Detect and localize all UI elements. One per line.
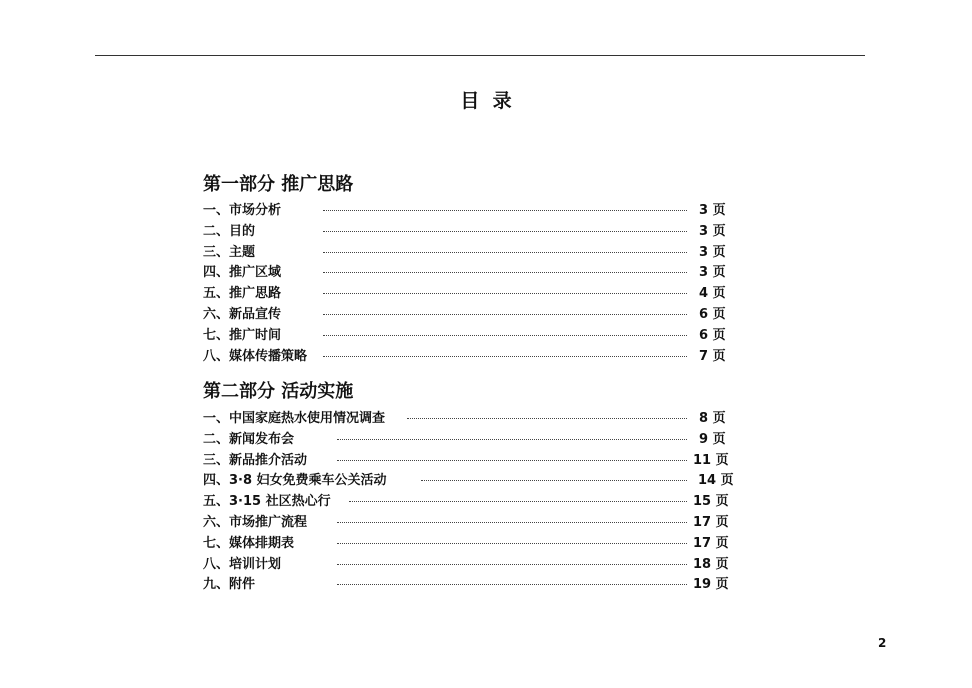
toc-entry[interactable] [203,492,743,513]
toc-leader-dots [323,356,687,357]
toc-leader-dots [323,314,687,315]
toc-entry[interactable] [203,222,743,243]
toc-entry[interactable] [203,555,743,576]
toc-entry-label: 六、新品宣传 [203,306,282,322]
toc-entry-page: 14 页 [698,473,734,489]
toc-leader-dots [323,210,687,211]
toc-leader-dots [421,480,687,481]
toc-leader-dots [323,252,687,253]
toc-entry-label: 四、3·8 妇女免费乘车公关活动 [203,473,387,489]
toc-entry[interactable] [203,471,743,492]
toc-entry-label: 五、3·15 社区热心行 [203,494,331,510]
toc-leader-dots [337,522,687,523]
toc-entry[interactable] [203,451,743,472]
toc-entry-label: 一、市场分析 [203,203,282,218]
toc-leader-dots [407,418,687,419]
toc-entry-page: 3 页 [699,223,726,239]
toc-leader-dots [349,501,687,502]
part1-toc-list [203,201,743,367]
part2-heading: 第二部分 活动实施 [203,381,354,402]
toc-entry[interactable] [203,513,743,534]
toc-entry-page: 6 页 [699,306,726,322]
toc-entry-label: 三、新品推介活动 [203,452,308,468]
toc-leader-dots [323,272,687,273]
toc-entry-page: 3 页 [699,203,726,218]
toc-entry-page: 8 页 [699,411,726,426]
toc-entry-page: 11 页 [693,452,729,468]
toc-entry-page: 9 页 [699,431,726,447]
toc-entry-page: 15 页 [693,494,729,510]
toc-entry[interactable] [203,347,743,368]
toc-entry-label: 八、媒体传播策略 [203,348,308,364]
toc-entry[interactable] [203,201,743,222]
toc-entry-page: 3 页 [699,244,726,260]
toc-entry-page: 3 页 [699,265,726,281]
header-rule [95,55,865,56]
toc-entry-label: 五、推广思路 [203,286,282,302]
page-number: 2 [878,636,887,650]
toc-entry-label: 七、推广时间 [203,327,282,343]
toc-entry-label: 三、主题 [203,244,256,260]
toc-entry-label: 二、目的 [203,223,256,239]
toc-entry[interactable] [203,534,743,555]
toc-entry-label: 四、推广区域 [203,265,282,281]
toc-leader-dots [323,231,687,232]
toc-leader-dots [337,564,687,565]
part1-heading: 第一部分 推广思路 [203,174,354,195]
toc-entry-label: 一、中国家庭热水使用情况调查 [203,411,386,426]
toc-entry[interactable] [203,243,743,264]
document-title: 目 录 [460,90,512,112]
toc-entry-label: 六、市场推广流程 [203,514,308,530]
toc-entry[interactable] [203,430,743,451]
toc-entry-page: 17 页 [693,535,729,551]
toc-entry-label: 八、培训计划 [203,556,282,572]
toc-leader-dots [337,584,687,585]
toc-leader-dots [337,460,687,461]
toc-entry[interactable] [203,409,743,430]
toc-entry-label: 九、附件 [203,577,256,593]
toc-entry[interactable] [203,263,743,284]
toc-leader-dots [337,543,687,544]
toc-entry[interactable] [203,305,743,326]
toc-leader-dots [323,335,687,336]
toc-entry-page: 17 页 [693,514,729,530]
toc-entry-page: 18 页 [693,556,729,572]
toc-entry-page: 19 页 [693,577,729,593]
toc-leader-dots [337,439,687,440]
toc-entry-page: 7 页 [699,348,726,364]
toc-entry-page: 4 页 [699,286,726,302]
toc-entry-label: 二、新闻发布会 [203,431,295,447]
toc-leader-dots [323,293,687,294]
toc-entry-label: 七、媒体排期表 [203,535,295,551]
toc-entry[interactable] [203,326,743,347]
part2-toc-list [203,409,743,596]
toc-entry-page: 6 页 [699,327,726,343]
toc-entry[interactable] [203,284,743,305]
toc-entry[interactable] [203,575,743,596]
